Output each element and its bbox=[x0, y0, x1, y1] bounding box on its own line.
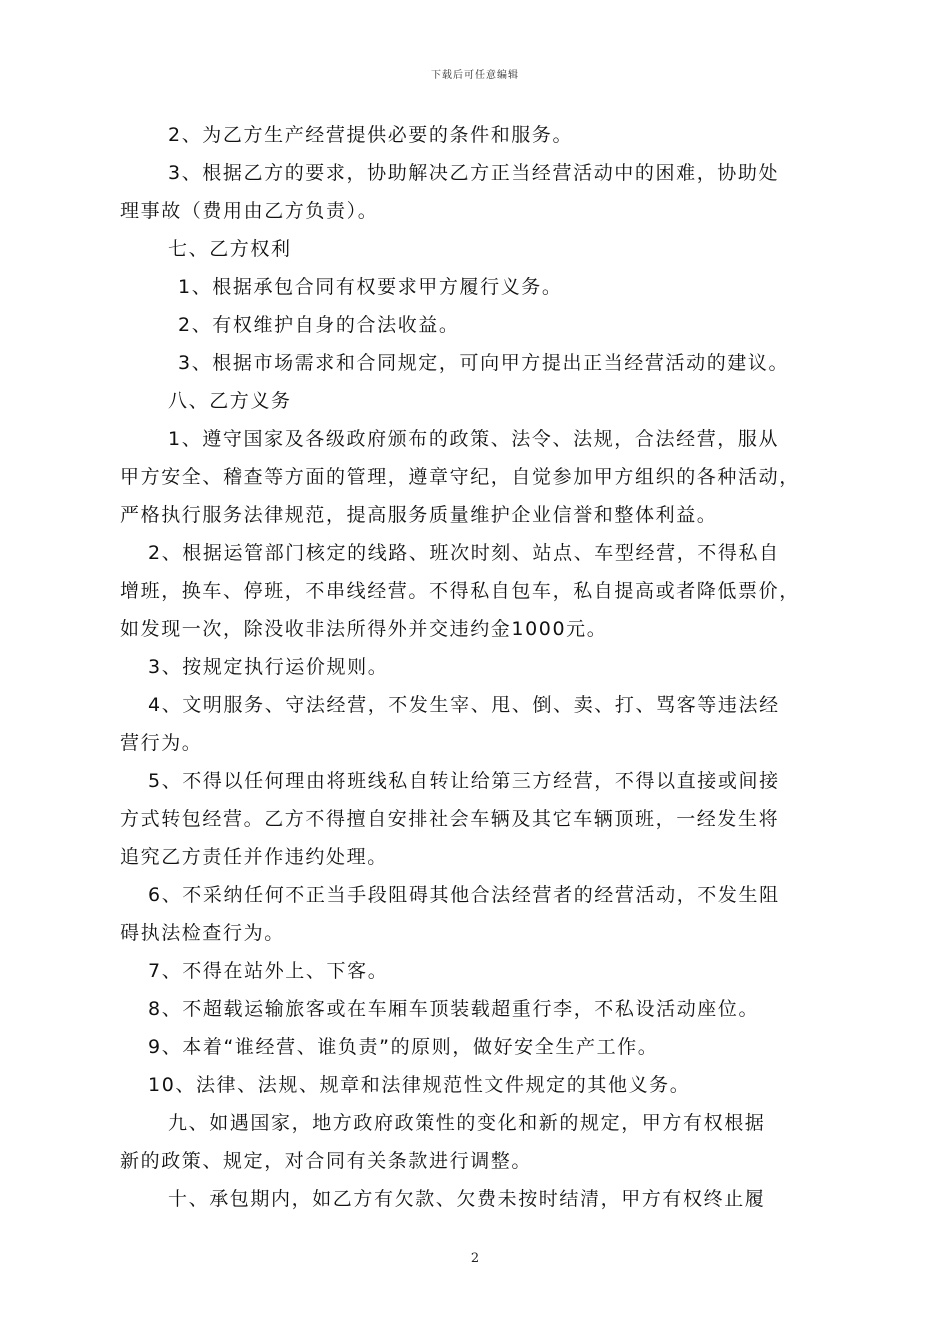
text-line: 甲方安全、稽查等方面的管理，遵章守纪，自觉参加甲方组织的各种活动， bbox=[120, 466, 800, 488]
section-heading: 八、乙方义务 bbox=[168, 390, 292, 412]
text-line: 9、本着“谁经营、谁负责”的原则，做好安全生产工作。 bbox=[148, 1036, 659, 1058]
text-line: 营行为。 bbox=[120, 732, 203, 754]
text-line: 2、为乙方生产经营提供必要的条件和服务。 bbox=[168, 124, 574, 146]
text-line: 6、不采纳任何不正当手段阻碍其他合法经营者的经营活动，不发生阻 bbox=[148, 884, 780, 906]
text-line: 3、根据乙方的要求，协助解决乙方正当经营活动中的困难，协助处 bbox=[168, 162, 780, 184]
page-header: 下载后可任意编辑 bbox=[431, 70, 519, 81]
document-body bbox=[120, 116, 840, 1218]
text-line: 如发现一次，除没收非法所得外并交违约金1000元。 bbox=[120, 618, 608, 640]
text-line: 2、根据运管部门核定的线路、班次时刻、站点、车型经营，不得私自 bbox=[148, 542, 780, 564]
section-heading: 十、承包期内，如乙方有欠款、欠费未按时结清，甲方有权终止履 bbox=[168, 1188, 766, 1210]
text-line: 7、不得在站外上、下客。 bbox=[148, 960, 389, 982]
text-line: 追究乙方责任并作违约处理。 bbox=[120, 846, 388, 868]
text-line: 新的政策、规定，对合同有关条款进行调整。 bbox=[120, 1150, 533, 1172]
text-line: 3、按规定执行运价规则。 bbox=[148, 656, 389, 678]
text-line: 1、根据承包合同有权要求甲方履行义务。 bbox=[178, 276, 563, 298]
text-line: 2、有权维护自身的合法收益。 bbox=[178, 314, 460, 336]
text-line: 4、文明服务、守法经营，不发生宰、甩、倒、卖、打、骂客等违法经 bbox=[148, 694, 780, 716]
text-line: 10、法律、法规、规章和法律规范性文件规定的其他义务。 bbox=[148, 1074, 691, 1096]
text-line: 3、根据市场需求和合同规定，可向甲方提出正当经营活动的建议。 bbox=[178, 352, 790, 374]
text-line: 碍执法检查行为。 bbox=[120, 922, 285, 944]
text-line: 1、遵守国家及各级政府颁布的政策、法令、法规，合法经营，服从 bbox=[168, 428, 780, 450]
text-line: 理事故（费用由乙方负责）。 bbox=[120, 200, 379, 222]
section-heading: 七、乙方权利 bbox=[168, 238, 292, 260]
page-number: 2 bbox=[470, 1251, 480, 1266]
text-line: 8、不超载运输旅客或在车厢车顶装载超重行李，不私设活动座位。 bbox=[148, 998, 760, 1020]
text-line: 方式转包经营。乙方不得擅自安排社会车辆及其它车辆顶班，一经发生将 bbox=[120, 808, 780, 830]
section-heading: 九、如遇国家，地方政府政策性的变化和新的规定，甲方有权根据 bbox=[168, 1112, 766, 1134]
text-line: 5、不得以任何理由将班线私自转让给第三方经营，不得以直接或间接 bbox=[148, 770, 780, 792]
text-line: 增班，换车、停班，不串线经营。不得私自包车，私自提高或者降低票价， bbox=[120, 580, 800, 602]
text-line: 严格执行服务法律规范，提高服务质量维护企业信誉和整体利益。 bbox=[120, 504, 718, 526]
